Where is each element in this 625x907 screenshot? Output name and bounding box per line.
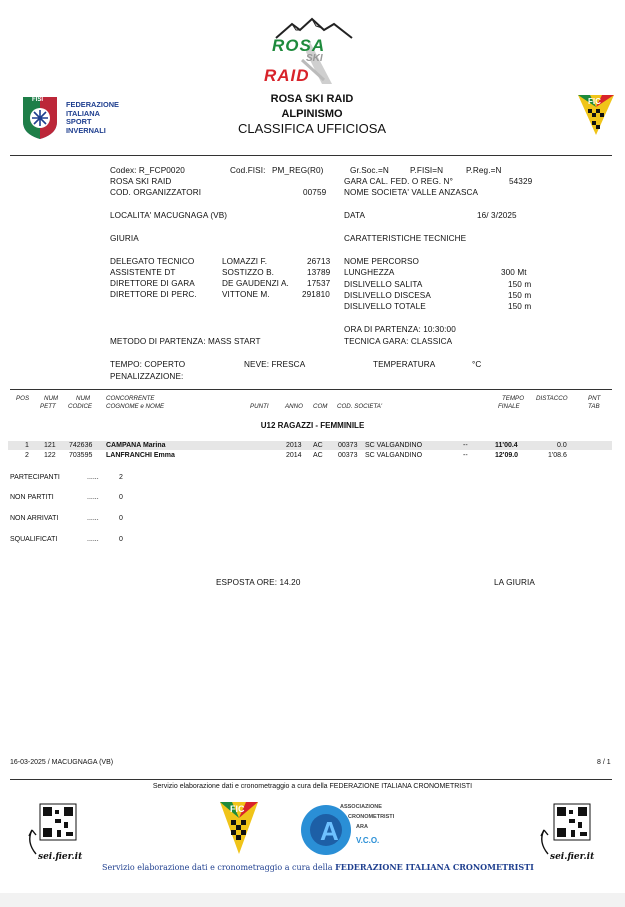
gara-cal-value: 54329 [509, 177, 533, 186]
col-tempo: TEMPO [502, 395, 525, 402]
result-row-background [8, 441, 612, 450]
qr-right [536, 800, 612, 870]
row-tempo: 11'00.4 [495, 442, 518, 449]
giuria-label: GIURIA [110, 234, 139, 243]
row-anno: 2013 [286, 442, 302, 449]
jury-name: LOMAZZI F. [222, 257, 268, 266]
jury-role: DELEGATO TECNICO [110, 257, 195, 266]
row-dash: -- [463, 442, 468, 449]
col-cognome-nome: COGNOME e NOME [106, 403, 165, 410]
fic-bottom-text: FIC [230, 804, 245, 814]
tech-label: DISLIVELLO SALITA [344, 280, 423, 289]
header-divider [10, 155, 612, 156]
jury-role: ASSISTENTE DT [110, 268, 176, 277]
fic-logo-top [576, 93, 616, 137]
summary-value: 0 [119, 494, 123, 501]
summary-label: NON ARRIVATI [10, 515, 59, 522]
col-com: COM [313, 403, 328, 410]
seifier-left: sei.fier.it [38, 852, 83, 862]
assoc-line-1: ASSOCIAZIONE [340, 804, 382, 810]
row-distacco: 1'08.6 [548, 452, 567, 459]
qr-left [24, 800, 94, 870]
assoc-line-2: CRONOMETRISTI [348, 814, 395, 820]
col-pos: POS [16, 395, 30, 402]
gr-soc: Gr.Soc.=N [350, 166, 389, 175]
fic-top-text: FIC [588, 97, 601, 106]
logo-rosa-text: ROSA [272, 36, 326, 55]
jury-code: 17537 [307, 279, 331, 288]
footer-date-place: 16-03-2025 / MACUGNAGA (VB) [10, 759, 114, 766]
footer-divider [10, 779, 612, 780]
jury-code: 26713 [307, 257, 331, 266]
col-cod-societa: COD. SOCIETA' [337, 403, 383, 410]
cod-org-value: 00759 [303, 188, 327, 197]
tech-label: LUNGHEZZA [344, 268, 395, 277]
jury-code: 13789 [307, 268, 331, 277]
footer-service-prefix: Servizio elaborazione dati e cronometraggio a cura della [102, 863, 336, 872]
row-pett: 121 [44, 442, 56, 449]
summary-value: 2 [119, 474, 123, 481]
row-name: CAMPANA Marina [106, 442, 166, 449]
summary-dots: ...... [87, 515, 99, 522]
cod-org-label: COD. ORGANIZZATORI [110, 188, 202, 197]
caratteristiche-label: CARATTERISTICHE TECNICHE [344, 234, 467, 243]
event-title: ROSA SKI RAID [270, 93, 354, 105]
logo-raid-text: RAID [264, 66, 310, 85]
data-value: 16/ 3/2025 [477, 211, 517, 220]
event-name: ROSA SKI RAID [110, 177, 172, 186]
footer-service-blue [102, 862, 534, 872]
jury-name: SOSTIZZO B. [222, 268, 275, 277]
fisi-line-2: ITALIANA [66, 108, 100, 118]
discipline-title: ALPINISMO [281, 108, 343, 120]
esposta-ore: ESPOSTA ORE: 14.20 [216, 578, 301, 587]
nome-societa: NOME SOCIETA' VALLE ANZASCA [344, 188, 479, 197]
p-reg: P.Reg.=N [466, 166, 502, 175]
columns-divider [10, 389, 612, 390]
jury-name: VITTONE M. [222, 290, 270, 299]
tempo-meteo: TEMPO: COPERTO [110, 360, 186, 369]
fic-logo-bottom [218, 800, 260, 856]
svg-text:A: A [320, 816, 339, 846]
tech-value: 150 m [508, 280, 532, 289]
col-distacco: DISTACCO [536, 395, 568, 402]
p-fisi: P.FISI=N [410, 166, 444, 175]
tech-label: DISLIVELLO TOTALE [344, 302, 426, 311]
footer-page-number: 8 / 1 [597, 759, 611, 766]
row-codice: 703595 [69, 452, 93, 459]
metodo-partenza: METODO DI PARTENZA: MASS START [110, 337, 261, 346]
row-anno: 2014 [286, 452, 302, 459]
col-num-pett: NUM [44, 395, 59, 402]
summary-label: PARTECIPANTI [10, 474, 60, 481]
tech-value: 300 Mt [501, 268, 527, 277]
col-num-codice: NUM [76, 395, 91, 402]
row-societa: SC VALGANDINO [365, 452, 423, 459]
col-concorrente: CONCORRENTE [106, 395, 155, 402]
row-cod: 00373 [338, 442, 358, 449]
jury-role: DIRETTORE DI PERC. [110, 290, 197, 299]
col-anno: ANNO [285, 403, 303, 410]
summary-value: 0 [119, 536, 123, 543]
footer-service-org: FEDERAZIONE ITALIANA CRONOMETRISTI [335, 862, 534, 872]
row-pos: 2 [25, 452, 29, 459]
fisi-line-3: SPORT [66, 117, 92, 127]
fisi-line-1: FEDERAZIONE [66, 100, 119, 109]
codex: Codex: R_FCP0020 [110, 166, 185, 175]
assoc-line-3: ARA [356, 824, 368, 830]
row-dash: -- [463, 452, 468, 459]
seifier-right: sei.fier.it [550, 852, 595, 862]
tecnica-gara: TECNICA GARA: CLASSICA [344, 337, 453, 346]
col-codice: CODICE [68, 403, 93, 410]
tech-label: DISLIVELLO DISCESA [344, 291, 431, 300]
data-label: DATA [344, 211, 366, 220]
assoc-line-4: V.C.O. [356, 836, 380, 845]
row-pett: 122 [44, 452, 56, 459]
rosa-ski-raid-logo [262, 16, 366, 88]
row-com: AC [313, 452, 323, 459]
summary-label: NON PARTITI [10, 494, 54, 501]
fisi-shield-logo [20, 94, 60, 140]
tech-label: NOME PERCORSO [344, 257, 419, 266]
col-tab: TAB [588, 403, 600, 410]
la-giuria: LA GIURIA [494, 578, 535, 587]
fisi-name-block [66, 101, 119, 135]
assoc-cronometristi-logo [300, 800, 410, 858]
footer-service-line: Servizio elaborazione dati e cronometraggio a cura della FEDERAZIONE ITALIANA CRONOMETRISTI [152, 783, 473, 790]
fisi-line-4: INVERNALI [66, 125, 106, 135]
temperatura-label: TEMPERATURA [373, 360, 436, 369]
jury-code: 291810 [302, 290, 330, 299]
summary-value: 0 [119, 515, 123, 522]
row-distacco: 0.0 [557, 442, 567, 449]
summary-label: SQUALIFICATI [10, 536, 58, 543]
col-punti: PUNTI [250, 403, 269, 410]
gradi-unit: °C [472, 360, 482, 369]
summary-dots: ...... [87, 536, 99, 543]
row-com: AC [313, 442, 323, 449]
tech-value: 150 m [508, 291, 532, 300]
row-pos: 1 [25, 442, 29, 449]
row-cod: 00373 [338, 452, 358, 459]
summary-dots: ...... [87, 474, 99, 481]
row-name: LANFRANCHI Emma [106, 452, 175, 459]
localita: LOCALITA' MACUGNAGA (VB) [110, 211, 228, 220]
summary-dots: ...... [87, 494, 99, 501]
col-finale: FINALE [498, 403, 520, 410]
ora-partenza: ORA DI PARTENZA: 10:30:00 [344, 325, 456, 334]
classification-title: CLASSIFICA UFFICIOSA [237, 121, 387, 136]
row-societa: SC VALGANDINO [365, 442, 423, 449]
logo-ski-text: SKI [306, 53, 323, 64]
tech-value: 150 m [508, 302, 532, 311]
row-tempo: 12'09.0 [495, 452, 519, 459]
col-pnt: PNT [588, 395, 601, 402]
cod-fisi-value: PM_REG(R0) [272, 166, 324, 175]
col-pett: PETT [40, 403, 56, 410]
penalizzazione: PENALIZZAZIONE: [110, 372, 184, 381]
cod-fisi-label: Cod.FISI: [230, 166, 266, 175]
gara-cal-label: GARA CAL. FED. O REG. N° [344, 177, 453, 186]
category-title: U12 RAGAZZI - FEMMINILE [260, 421, 365, 430]
row-codice: 742636 [69, 442, 93, 449]
jury-name: DE GAUDENZI A. [222, 279, 289, 288]
neve: NEVE: FRESCA [244, 360, 306, 369]
fisi-badge-text: FISI [32, 97, 44, 103]
jury-role: DIRETTORE DI GARA [110, 279, 195, 288]
